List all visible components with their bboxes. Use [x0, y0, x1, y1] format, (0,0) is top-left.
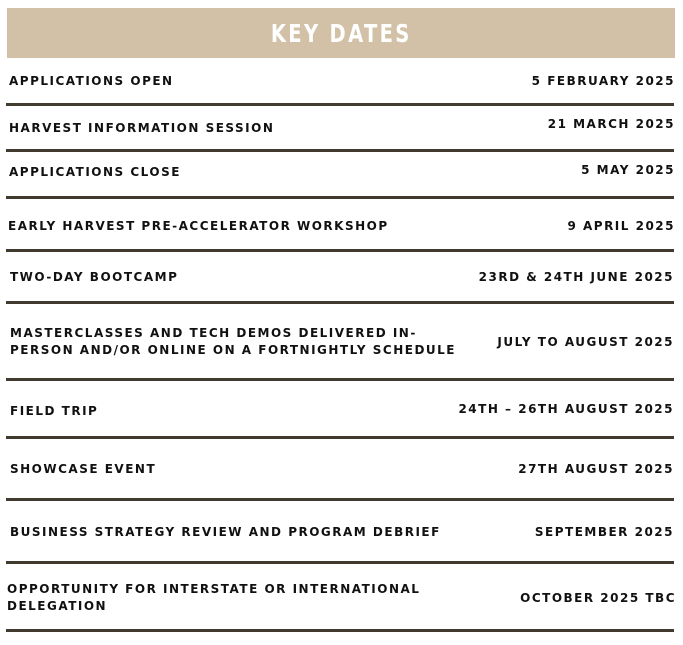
schedule-row: [10, 401, 674, 419]
row-divider: [6, 103, 674, 106]
schedule-label: MASTERCLASSES AND TECH DEMOS DELIVERED IN-PERSON AND/OR ONLINE ON A FORTNIGHTLY SCHEDULE: [10, 326, 457, 357]
schedule-date: OCTOBER 2025 TBC: [520, 590, 676, 605]
schedule-label: APPLICATIONS OPEN: [9, 73, 174, 88]
schedule-label: OPPORTUNITY FOR INTERSTATE OR INTERNATIONAL DELEGATION: [7, 582, 421, 613]
schedule-label: BUSINESS STRATEGY REVIEW AND PROGRAM DEBRIEF: [10, 524, 441, 539]
row-divider: [6, 378, 674, 381]
row-divider: [6, 436, 674, 439]
row-divider: [6, 149, 674, 152]
schedule-row: [9, 72, 675, 90]
schedule-row: [8, 217, 675, 235]
schedule-date: 9 APRIL 2025: [567, 218, 675, 233]
schedule-row: [10, 523, 674, 541]
schedule-label: TWO-DAY BOOTCAMP: [10, 269, 179, 284]
schedule-row: [9, 163, 675, 181]
page-title: KEY DATES: [270, 18, 412, 48]
schedule-row: [9, 116, 675, 137]
schedule-date: 24TH – 26TH AUGUST 2025: [458, 401, 674, 416]
schedule-label: FIELD TRIP: [10, 403, 99, 418]
schedule-date: SEPTEMBER 2025: [534, 524, 674, 539]
row-divider: [6, 498, 674, 501]
schedule-date: 23RD & 24TH JUNE 2025: [478, 269, 674, 284]
row-divider: [6, 301, 674, 304]
row-divider: [6, 629, 674, 632]
schedule-date: 5 FEBRUARY 2025: [531, 73, 675, 88]
schedule-date: JULY TO AUGUST 2025: [497, 334, 674, 349]
schedule-label: EARLY HARVEST PRE-ACCELERATOR WORKSHOP: [8, 218, 389, 233]
schedule-date: 27TH AUGUST 2025: [518, 461, 674, 476]
schedule-date: 5 MAY 2025: [581, 163, 675, 177]
schedule-row: [10, 460, 674, 478]
schedule-label: APPLICATIONS CLOSE: [9, 164, 181, 179]
schedule-row: [7, 580, 676, 616]
schedule-label: HARVEST INFORMATION SESSION: [9, 120, 275, 135]
row-divider: [6, 196, 674, 199]
schedule-row: [10, 324, 674, 360]
key-dates-header: [7, 8, 675, 58]
row-divider: [6, 561, 674, 564]
row-divider: [6, 249, 674, 252]
schedule-date: 21 MARCH 2025: [547, 116, 675, 131]
schedule-row: [10, 268, 674, 286]
schedule-label: SHOWCASE EVENT: [10, 461, 157, 476]
